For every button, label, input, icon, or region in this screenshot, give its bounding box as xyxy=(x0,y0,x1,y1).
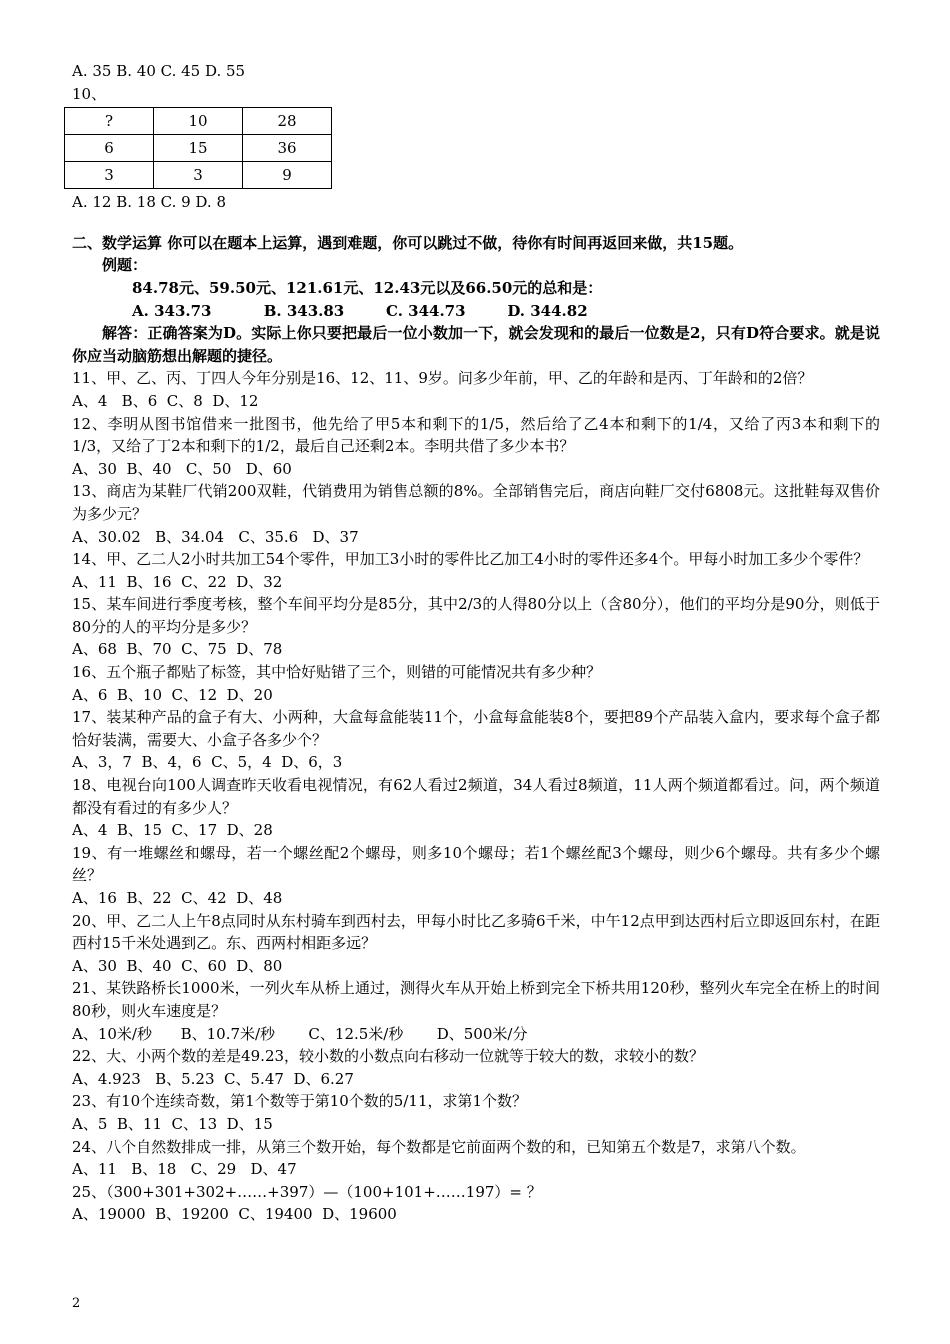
question-options: A、19000 B、19200 C、19400 D、19600 xyxy=(72,1205,397,1224)
question-text: 22、大、小两个数的差是49.23，较小数的小数点向右移动一位就等于较大的数，求较小的数？ xyxy=(72,1047,705,1066)
document-page xyxy=(72,60,880,1226)
page-number: 2 xyxy=(72,1296,81,1311)
question-text: 16、五个瓶子都贴了标签，其中恰好贴错了三个，则错的可能情况共有多少种？ xyxy=(72,663,602,682)
table-cell: ? xyxy=(65,108,154,135)
question-text: 13、商店为某鞋厂代销200双鞋，代销费用为销售总额的8%。全部销售完后，商店向鞋厂交付6808元。这批鞋每双售价为多少元？ xyxy=(72,482,880,523)
question-options: A、30 B、40 C、50 D、60 xyxy=(72,459,292,478)
table-cell: 3 xyxy=(154,162,243,189)
example-options: A. 343.73 B. 343.83 C. 344.73 D. 344.82 xyxy=(132,301,588,320)
q10-label: 10、 xyxy=(72,84,107,103)
question-text: 12、李明从图书馆借来一批图书，他先给了甲5本和剩下的1/5，然后给了乙4本和剩下的1/4，又给了丙3本和剩下的1/3，又给了丁2本和剩下的1/2，最后自己还剩2本。李明共借了多少本书？ xyxy=(72,414,880,456)
question-options: A、3，7 B、4，6 C、5，4 D、6，3 xyxy=(72,753,343,772)
table-cell: 28 xyxy=(243,108,332,135)
question-list xyxy=(72,367,880,1226)
section-heading: 二、数学运算 你可以在题本上运算，遇到难题，你可以跳过不做，待你有时间再返回来做，共15题。 xyxy=(72,233,744,252)
table-cell: 10 xyxy=(154,108,243,135)
q10-table xyxy=(64,107,332,189)
question-text: 21、某铁路桥长1000米，一列火车从桥上通过，测得火车从开始上桥到完全下桥共用120秒，整列火车完全在桥上的时间80秒，则火车速度是？ xyxy=(72,979,880,1020)
q10-options: A. 12 B. 18 C. 9 D. 8 xyxy=(72,193,226,212)
question-text: 14、甲、乙二人2小时共加工54个零件，甲加工3小时的零件比乙加工4小时的零件还多4个。甲每小时加工多少个零件？ xyxy=(72,550,869,569)
table-cell: 36 xyxy=(243,135,332,162)
table-row xyxy=(65,108,332,135)
question-options: A、4 B、15 C、17 D、28 xyxy=(72,821,273,840)
question-options: A、5 B、11 C、13 D、15 xyxy=(72,1114,273,1133)
example-answer: 解答：正确答案为D。实际上你只要把最后一位小数加一下，就会发现和的最后一位数是2，只有D符合要求。就是说你应当动脑筋想出解题的捷径。 xyxy=(72,324,880,365)
question-text: 15、某车间进行季度考核，整个车间平均分是85分，其中2/3的人得80分以上（含80分），他们的平均分是90分，则低于80分的人的平均分是多少？ xyxy=(72,595,880,636)
question-options: A、68 B、70 C、75 D、78 xyxy=(72,640,283,659)
question-options: A、10米/秒 B、10.7米/秒 C、12.5米/秒 D、500米/分 xyxy=(72,1024,528,1043)
table-row xyxy=(65,135,332,162)
question-options: A、16 B、22 C、42 D、48 xyxy=(72,889,283,907)
question-options: A、30 B、40 C、60 D、80 xyxy=(72,956,283,975)
table-cell: 6 xyxy=(65,135,154,162)
question-options: A、4 B、6 C、8 D、12 xyxy=(72,391,259,410)
question-options: A、4.923 B、5.23 C、5.47 D、6.27 xyxy=(72,1069,354,1088)
question-options: A、11 B、18 C、29 D、47 xyxy=(72,1160,297,1179)
question-text: 19、有一堆螺丝和螺母，若一个螺丝配2个螺母，则多10个螺母；若1个螺丝配3个螺母，则少6个螺母。共有多少个螺丝？ xyxy=(72,843,880,885)
example-question: 84.78元、59.50元、121.61元、12.43元以及66.50元的总和是： xyxy=(132,278,603,297)
question-text: 17、装某种产品的盒子有大、小两种，大盒每盒能装11个，小盒每盒能装8个，要把89个产品装入盒内，要求每个盒子都恰好装满，需要大、小盒子各多少个？ xyxy=(72,708,880,749)
question-text: 25、（300+301+302+……+397）—（100+101+……197）= ？ xyxy=(72,1182,542,1201)
question-text: 11、甲、乙、丙、丁四人今年分别是16、12、11、9岁。问多少年前，甲、乙的年龄和是丙、丁年龄和的2倍？ xyxy=(72,369,813,388)
question-text: 24、八个自然数排成一排，从第三个数开始，每个数都是它前面两个数的和，已知第五个数是7，求第八个数。 xyxy=(72,1137,806,1156)
question-options: A、30.02 B、34.04 C、35.6 D、37 xyxy=(72,527,359,546)
question-text: 23、有10个连续奇数，第1个数等于第10个数的5/11，求第1个数？ xyxy=(72,1092,528,1111)
example-label: 例题： xyxy=(102,256,148,275)
question-options: A、11 B、16 C、22 D、32 xyxy=(72,572,283,591)
q9-options: A. 35 B. 40 C. 45 D. 55 xyxy=(72,62,246,80)
table-cell: 9 xyxy=(243,162,332,189)
question-text: 18、电视台向100人调查昨天收看电视情况，有62人看过2频道，34人看过8频道，11人两个频道都看过。问，两个频道都没有看过的有多少人？ xyxy=(72,776,880,817)
table-cell: 15 xyxy=(154,135,243,162)
table-row xyxy=(65,162,332,189)
table-cell: 3 xyxy=(65,162,154,189)
question-text: 20、甲、乙二人上午8点同时从东村骑车到西村去，甲每小时比乙多骑6千米，中午12点甲到达西村后立即返回东村，在距西村15千米处遇到乙。东、西两村相距多远？ xyxy=(72,911,880,953)
question-options: A、6 B、10 C、12 D、20 xyxy=(72,685,273,704)
